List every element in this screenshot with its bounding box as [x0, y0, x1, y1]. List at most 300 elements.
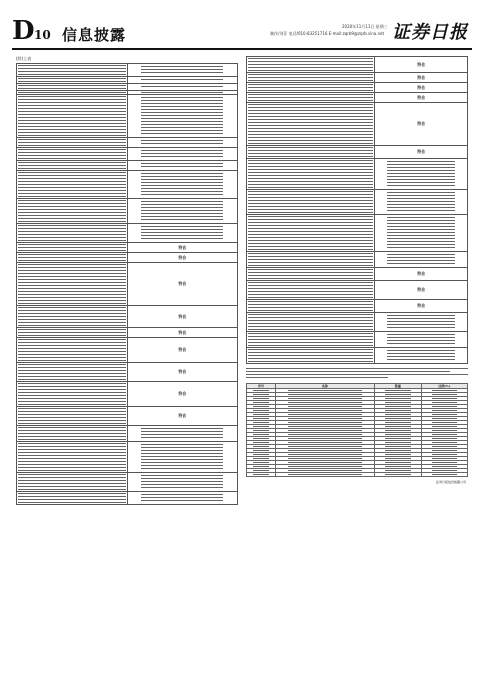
left-status-cell: [127, 171, 238, 199]
text-block: [18, 225, 126, 242]
right-status-cell: [375, 73, 468, 83]
text-block: [18, 149, 126, 160]
text-block: [432, 470, 457, 472]
left-requirement-cell: [17, 138, 128, 148]
text-block: [248, 269, 373, 280]
stats-cell: [275, 473, 374, 477]
text-block: [385, 450, 410, 452]
left-status-cell: [127, 382, 238, 407]
right-row: [247, 215, 468, 252]
left-requirement-cell: [17, 306, 128, 328]
text-block: [141, 79, 223, 82]
left-requirement-cell: [17, 338, 128, 363]
right-status-cell: [375, 190, 468, 215]
status-mark: 符合: [178, 313, 187, 319]
text-block: [253, 450, 269, 452]
left-row: [17, 77, 238, 84]
text-block: [288, 434, 363, 436]
text-block: [432, 398, 457, 400]
right-status-cell: [375, 300, 468, 313]
text-block: [253, 402, 269, 404]
right-status-cell: [375, 93, 468, 103]
text-block: [385, 414, 410, 416]
text-block: [18, 96, 126, 137]
left-row: [17, 338, 238, 363]
left-status-cell: [127, 306, 238, 328]
text-block: [253, 406, 269, 408]
left-row: [17, 363, 238, 382]
text-block: [385, 438, 410, 440]
text-block: [432, 394, 457, 396]
text-block: [387, 192, 455, 213]
text-block: [253, 442, 269, 444]
masthead-rule: [12, 48, 472, 50]
right-row: [247, 252, 468, 268]
text-block: [432, 406, 457, 408]
right-status-cell: [375, 268, 468, 281]
text-block: [387, 334, 455, 346]
left-status-cell: [127, 84, 238, 91]
text-block: [288, 446, 363, 448]
left-status-cell: [127, 426, 238, 442]
text-block: [288, 438, 363, 440]
status-mark: 符合: [178, 413, 187, 418]
text-block: [385, 430, 410, 432]
text-block: [248, 282, 373, 299]
left-requirement-cell: [17, 492, 128, 505]
text-block: [432, 426, 457, 428]
text-block: [248, 333, 373, 347]
left-status-cell: [127, 253, 238, 263]
text-block: [432, 418, 457, 420]
text-block: [253, 426, 269, 428]
text-block: [253, 422, 269, 424]
text-block: [385, 458, 410, 460]
left-row: [17, 224, 238, 243]
status-mark: 符合: [417, 271, 426, 276]
left-status-cell: [127, 77, 238, 84]
right-row: [247, 159, 468, 190]
text-block: [141, 475, 223, 490]
right-column: [246, 56, 468, 684]
text-block: [387, 350, 455, 362]
stats-header-cell: 序号: [247, 384, 276, 389]
text-block: [253, 470, 269, 472]
text-block: [387, 315, 455, 330]
section-title: 信息披露: [62, 26, 127, 44]
text-block: [18, 65, 126, 76]
text-block: [253, 446, 269, 448]
text-block: [253, 438, 269, 440]
left-requirement-cell: [17, 253, 128, 263]
text-block: [432, 474, 457, 476]
text-block: [18, 92, 126, 94]
stats-cell: [247, 473, 276, 477]
text-block: [253, 458, 269, 460]
text-block: [387, 254, 455, 266]
text-block: [253, 462, 269, 464]
right-row: [247, 73, 468, 83]
text-block: [432, 414, 457, 416]
contact-line: 制作/刘菲 电话/010-83251716 E-mail:zqrb9@zqrb.sina.net: [270, 31, 385, 36]
status-mark: 符合: [417, 74, 426, 80]
text-block: [248, 253, 373, 267]
text-block: [385, 434, 410, 436]
right-requirement-cell: [247, 83, 375, 93]
text-block: [387, 217, 455, 250]
left-status-cell: [127, 224, 238, 243]
right-requirement-cell: [247, 332, 375, 348]
right-status-cell: [375, 332, 468, 348]
right-requirement-cell: [247, 57, 375, 73]
left-requirement-cell: [17, 263, 128, 306]
text-block: [385, 454, 410, 456]
left-status-cell: [127, 148, 238, 161]
left-requirement-cell: [17, 473, 128, 492]
text-block: [141, 140, 223, 146]
text-block: [253, 418, 269, 420]
text-block: [385, 398, 410, 400]
text-block: [141, 163, 223, 169]
left-row: [17, 243, 238, 253]
text-block: [385, 470, 410, 472]
page-number: 10: [34, 28, 51, 42]
text-block: [253, 430, 269, 432]
left-status-cell: [127, 243, 238, 253]
status-mark: 符合: [417, 94, 426, 100]
left-status-cell: [127, 64, 238, 77]
text-block: [18, 443, 126, 472]
right-disclosure-table: [246, 56, 468, 364]
stats-header-cell: 数量: [375, 384, 421, 389]
text-block: [18, 172, 126, 198]
left-requirement-cell: [17, 328, 128, 338]
right-row: [247, 281, 468, 300]
text-block: [18, 474, 126, 491]
text-block: [248, 84, 373, 92]
text-block: [141, 494, 223, 503]
text-block: [385, 418, 410, 420]
left-status-cell: [127, 363, 238, 382]
text-block: [288, 422, 363, 424]
right-row: [247, 103, 468, 146]
text-block: [385, 426, 410, 428]
left-row: [17, 148, 238, 161]
stats-header-cell: 比例(%): [421, 384, 467, 389]
left-requirement-cell: [17, 77, 128, 84]
text-block: [432, 402, 457, 404]
right-requirement-cell: [247, 313, 375, 332]
text-block: [385, 446, 410, 448]
status-mark: 符合: [178, 369, 187, 374]
right-status-cell: [375, 103, 468, 146]
text-block: [253, 466, 269, 468]
text-block: [141, 66, 223, 75]
text-block: [141, 173, 223, 197]
left-row: [17, 473, 238, 492]
left-row: [17, 382, 238, 407]
page-content: [16, 56, 468, 684]
note-line: [246, 368, 468, 370]
text-block: [141, 226, 223, 241]
page-letter: D: [12, 16, 34, 46]
left-status-cell: [127, 199, 238, 224]
text-block: [18, 139, 126, 147]
left-requirement-cell: [17, 224, 128, 243]
right-row: [247, 83, 468, 93]
left-row: [17, 407, 238, 426]
right-requirement-cell: [247, 93, 375, 103]
text-block: [385, 394, 410, 396]
text-block: [253, 394, 269, 396]
text-block: [141, 86, 223, 89]
right-row: [247, 268, 468, 281]
left-status-cell: [127, 95, 238, 138]
text-block: [432, 454, 457, 456]
text-block: [385, 466, 410, 468]
stats-cell: [375, 473, 421, 477]
text-block: [18, 78, 126, 83]
right-requirement-cell: [247, 281, 375, 300]
text-block: [385, 442, 410, 444]
text-block: [18, 200, 126, 223]
left-row: [17, 306, 238, 328]
right-requirement-cell: [247, 146, 375, 159]
text-block: [288, 398, 363, 400]
left-row: [17, 426, 238, 442]
left-row: [17, 64, 238, 77]
text-block: [141, 97, 223, 136]
text-block: [253, 454, 269, 456]
text-block: [432, 390, 457, 392]
text-block: [18, 264, 126, 305]
text-block: [432, 430, 457, 432]
left-row: [17, 95, 238, 138]
text-block: [18, 307, 126, 327]
left-requirement-cell: [17, 95, 128, 138]
left-requirement-cell: [17, 442, 128, 473]
text-block: [18, 244, 126, 252]
right-requirement-cell: [247, 73, 375, 83]
right-status-cell: [375, 281, 468, 300]
text-block: [288, 430, 363, 432]
text-block: [248, 74, 373, 82]
left-requirement-cell: [17, 363, 128, 382]
right-row: [247, 57, 468, 73]
text-block: [288, 414, 363, 416]
right-requirement-cell: [247, 215, 375, 252]
text-block: [288, 410, 363, 412]
text-block: [288, 470, 363, 472]
text-block: [288, 462, 363, 464]
text-block: [385, 474, 410, 476]
text-block: [253, 434, 269, 436]
status-mark: 符合: [417, 149, 426, 154]
left-status-cell: [127, 473, 238, 492]
text-block: [385, 410, 410, 412]
right-status-cell: [375, 348, 468, 364]
left-row: [17, 84, 238, 91]
right-status-cell: [375, 146, 468, 159]
right-requirement-cell: [247, 252, 375, 268]
text-block: [141, 150, 223, 159]
text-block: [432, 446, 457, 448]
left-requirement-cell: [17, 64, 128, 77]
left-status-cell: [127, 492, 238, 505]
text-block: [18, 162, 126, 170]
text-block: [18, 383, 126, 406]
text-block: [248, 301, 373, 312]
right-row: [247, 300, 468, 313]
text-block: [432, 466, 457, 468]
text-block: [248, 349, 373, 363]
status-mark: 符合: [417, 287, 426, 292]
text-block: [288, 474, 363, 476]
notes-block: [246, 368, 468, 380]
note-line: [246, 377, 388, 379]
text-block: [288, 442, 363, 444]
text-block: [248, 104, 373, 145]
text-block: [18, 408, 126, 425]
text-block: [253, 414, 269, 416]
text-block: [385, 390, 410, 392]
left-row: [17, 492, 238, 505]
left-status-cell: [127, 161, 238, 171]
status-mark: 符合: [178, 391, 187, 396]
left-disclosure-table: [16, 63, 238, 505]
left-requirement-cell: [17, 171, 128, 199]
status-mark: 符合: [178, 244, 187, 250]
right-status-cell: [375, 252, 468, 268]
text-block: [18, 254, 126, 262]
text-block: [248, 160, 373, 189]
text-block: [288, 390, 363, 392]
left-requirement-cell: [17, 407, 128, 426]
text-block: [288, 454, 363, 456]
text-block: [18, 85, 126, 90]
right-row: [247, 93, 468, 103]
right-row: [247, 190, 468, 215]
text-block: [248, 58, 373, 72]
status-mark: 符合: [417, 61, 426, 67]
left-row: [17, 138, 238, 148]
stats-cell: [421, 473, 467, 477]
status-mark: 符合: [417, 303, 426, 308]
issue-date: 2020年11月11日 星期三: [342, 24, 388, 29]
left-status-cell: [127, 338, 238, 363]
left-requirement-cell: [17, 199, 128, 224]
stats-header-cell: 名称: [275, 384, 374, 389]
note-line: [246, 371, 450, 373]
right-status-cell: [375, 159, 468, 190]
text-block: [18, 329, 126, 337]
text-block: [432, 458, 457, 460]
text-block: [141, 428, 223, 440]
right-requirement-cell: [247, 300, 375, 313]
left-requirement-cell: [17, 161, 128, 171]
left-row: [17, 328, 238, 338]
signature: 证券日报信息披露公司: [435, 480, 466, 484]
left-status-cell: [127, 328, 238, 338]
left-requirement-cell: [17, 426, 128, 442]
text-block: [432, 434, 457, 436]
status-mark: 符合: [417, 121, 426, 126]
text-block: [432, 422, 457, 424]
right-status-cell: [375, 215, 468, 252]
status-mark: 符合: [417, 84, 426, 90]
left-status-cell: [127, 442, 238, 473]
text-block: [432, 438, 457, 440]
text-block: [288, 418, 363, 420]
left-row: [17, 161, 238, 171]
note-line: [246, 374, 468, 376]
text-block: [288, 466, 363, 468]
text-block: [432, 450, 457, 452]
text-block: [248, 94, 373, 102]
left-status-cell: [127, 138, 238, 148]
text-block: [253, 398, 269, 400]
status-mark: 符合: [178, 329, 187, 335]
text-block: [385, 462, 410, 464]
text-block: [18, 493, 126, 504]
left-requirement-cell: [17, 243, 128, 253]
left-row: [17, 171, 238, 199]
status-mark: 符合: [178, 254, 187, 260]
masthead: [12, 18, 472, 48]
text-block: [141, 201, 223, 222]
right-status-cell: [375, 83, 468, 93]
text-block: [432, 462, 457, 464]
text-block: [141, 444, 223, 471]
status-mark: 符合: [178, 281, 187, 286]
text-block: [385, 422, 410, 424]
text-block: [141, 92, 223, 94]
text-block: [288, 426, 363, 428]
left-row: [17, 199, 238, 224]
text-block: [385, 406, 410, 408]
right-status-cell: [375, 313, 468, 332]
text-block: [248, 191, 373, 214]
text-block: [18, 339, 126, 362]
right-requirement-cell: [247, 159, 375, 190]
right-row: [247, 313, 468, 332]
left-requirement-cell: [17, 382, 128, 407]
right-requirement-cell: [247, 103, 375, 146]
brand-logo: 证券日报: [392, 22, 468, 43]
text-block: [432, 410, 457, 412]
right-requirement-cell: [247, 268, 375, 281]
text-block: [18, 364, 126, 381]
text-block: [253, 410, 269, 412]
text-block: [248, 147, 373, 158]
left-status-cell: [127, 263, 238, 306]
right-row: [247, 146, 468, 159]
left-status-cell: [127, 407, 238, 426]
text-block: [385, 402, 410, 404]
left-column: [16, 56, 238, 684]
stats-table: [246, 383, 468, 477]
left-row: [17, 263, 238, 306]
right-requirement-cell: [247, 190, 375, 215]
right-row: [247, 348, 468, 364]
text-block: [248, 314, 373, 331]
text-block: [387, 161, 455, 188]
left-requirement-cell: [17, 84, 128, 91]
text-block: [288, 406, 363, 408]
left-column-heading: (续)上表: [16, 56, 32, 61]
left-row: [17, 442, 238, 473]
text-block: [288, 394, 363, 396]
